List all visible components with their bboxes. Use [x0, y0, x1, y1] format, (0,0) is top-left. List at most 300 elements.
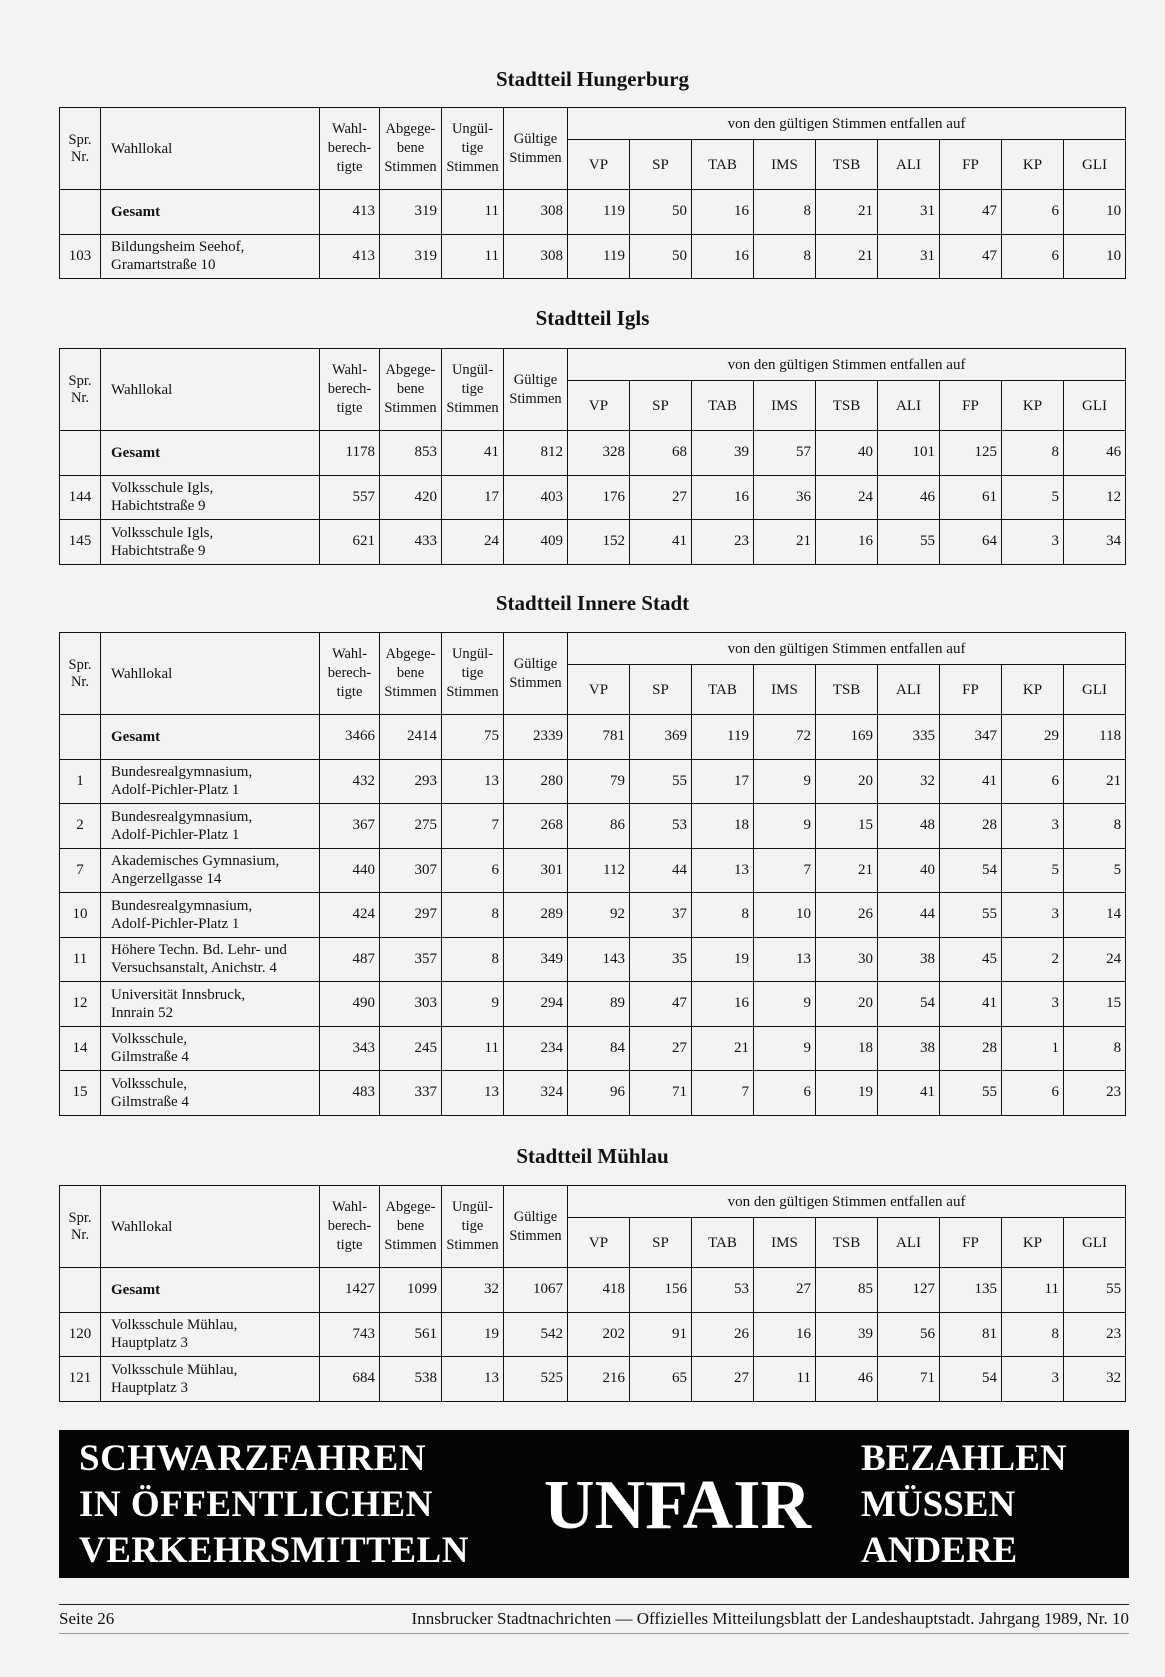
- row-value: 16: [692, 190, 754, 235]
- row-value: 89: [568, 982, 630, 1027]
- row-value: 6: [1002, 190, 1064, 235]
- row-value: 31: [878, 190, 940, 235]
- row-value: 125: [940, 431, 1002, 476]
- row-value: 424: [320, 893, 380, 938]
- header-spr-label: Spr. Nr.: [68, 1209, 92, 1243]
- row-value: 347: [940, 715, 1002, 760]
- header-party-tsb: TSB: [816, 1218, 878, 1268]
- header-party-tab: TAB: [692, 665, 754, 715]
- header-line: Stimmen: [446, 400, 499, 416]
- row-value: 75: [442, 715, 504, 760]
- header-abgegebene: [380, 349, 442, 431]
- row-number: 144: [60, 475, 101, 520]
- header-abgegebene: [380, 108, 442, 190]
- header-group: von den gültigen Stimmen entfallen auf: [568, 1186, 1126, 1218]
- row-value: 24: [1064, 937, 1126, 982]
- row-value: 41: [940, 982, 1002, 1027]
- banner-right-text: [861, 1436, 1067, 1574]
- header-party-sp: SP: [630, 381, 692, 431]
- row-value: 86: [568, 804, 630, 849]
- header-gueltige: [504, 633, 568, 715]
- row-value: 8: [442, 893, 504, 938]
- table-row: [60, 1357, 1126, 1402]
- row-value: 48: [878, 804, 940, 849]
- header-party-tsb: TSB: [816, 665, 878, 715]
- row-value: 32: [1064, 1357, 1126, 1402]
- header-spr-label: Spr. Nr.: [68, 131, 92, 165]
- row-value: 538: [380, 1357, 442, 1402]
- row-value: 44: [630, 848, 692, 893]
- row-value: 245: [380, 1026, 442, 1071]
- row-value: 46: [1064, 431, 1126, 476]
- location-line: Angerzellgasse 14: [111, 871, 222, 888]
- row-value: 152: [568, 520, 630, 565]
- row-location: [101, 982, 320, 1027]
- row-value: 21: [816, 848, 878, 893]
- row-value: 743: [320, 1312, 380, 1357]
- header-line: Ungül-: [451, 121, 494, 137]
- header-line: tigte: [336, 684, 363, 700]
- row-location: [101, 715, 320, 760]
- row-value: 21: [1064, 759, 1126, 804]
- header-line: Ungül-: [451, 362, 494, 378]
- page-number: Seite 26: [59, 1609, 115, 1628]
- row-value: 38: [878, 937, 940, 982]
- row-location: [101, 475, 320, 520]
- row-value: 53: [692, 1268, 754, 1313]
- footer-rule-bottom: [59, 1633, 1129, 1634]
- row-value: 413: [320, 190, 380, 235]
- header-party-gli: GLI: [1064, 665, 1126, 715]
- row-value: 349: [504, 937, 568, 982]
- row-value: 367: [320, 804, 380, 849]
- header-line: Ungül-: [451, 646, 494, 662]
- row-number: 12: [60, 982, 101, 1027]
- row-value: 13: [442, 1357, 504, 1402]
- row-value: 16: [692, 475, 754, 520]
- row-location: [101, 848, 320, 893]
- banner-line: BEZAHLEN: [861, 1438, 1067, 1479]
- location-line: Höhere Techn. Bd. Lehr- und: [111, 942, 287, 959]
- row-value: 10: [1064, 234, 1126, 279]
- row-value: 38: [878, 1026, 940, 1071]
- row-value: 621: [320, 520, 380, 565]
- row-value: 18: [816, 1026, 878, 1071]
- header-group: von den gültigen Stimmen entfallen auf: [568, 349, 1126, 381]
- row-value: 432: [320, 759, 380, 804]
- row-number: 120: [60, 1312, 101, 1357]
- row-value: 413: [320, 234, 380, 279]
- table-row: [60, 937, 1126, 982]
- row-value: 9: [754, 759, 816, 804]
- row-value: 61: [940, 475, 1002, 520]
- row-value: 319: [380, 190, 442, 235]
- row-value: 85: [816, 1268, 878, 1313]
- location-line: Volksschule Igls,: [111, 480, 214, 497]
- location-line: Adolf-Pichler-Platz 1: [111, 826, 240, 843]
- row-value: 17: [692, 759, 754, 804]
- location-line: Gesamt: [111, 203, 161, 220]
- row-value: 1067: [504, 1268, 568, 1313]
- row-number: 10: [60, 893, 101, 938]
- row-value: 9: [442, 982, 504, 1027]
- table-row: [60, 475, 1126, 520]
- row-value: 13: [442, 759, 504, 804]
- row-value: 55: [878, 520, 940, 565]
- row-value: 8: [692, 893, 754, 938]
- header-line: Stimmen: [446, 1237, 499, 1253]
- row-location: [101, 1071, 320, 1116]
- header-gueltige: [504, 349, 568, 431]
- row-value: 280: [504, 759, 568, 804]
- row-value: 5: [1002, 848, 1064, 893]
- location-line: Gesamt: [111, 728, 161, 745]
- header-party-ims: IMS: [754, 140, 816, 190]
- header-wahlberechtigte: [320, 1186, 380, 1268]
- header-line: Abgege-: [385, 1199, 436, 1215]
- header-party-ims: IMS: [754, 1218, 816, 1268]
- row-value: 27: [630, 1026, 692, 1071]
- row-value: 2: [1002, 937, 1064, 982]
- row-value: 143: [568, 937, 630, 982]
- row-number: [60, 1268, 101, 1313]
- header-line: Abgege-: [385, 362, 436, 378]
- row-value: 542: [504, 1312, 568, 1357]
- header-line: Abgege-: [385, 121, 436, 137]
- header-line: Stimmen: [446, 159, 499, 175]
- row-value: 54: [878, 982, 940, 1027]
- row-value: 28: [940, 1026, 1002, 1071]
- row-value: 65: [630, 1357, 692, 1402]
- row-value: 557: [320, 475, 380, 520]
- row-value: 308: [504, 234, 568, 279]
- row-location: [101, 1312, 320, 1357]
- row-value: 202: [568, 1312, 630, 1357]
- row-value: 9: [754, 1026, 816, 1071]
- location-line: Bundesrealgymnasium,: [111, 897, 253, 914]
- row-location: [101, 804, 320, 849]
- row-value: 11: [754, 1357, 816, 1402]
- header-spr: [60, 1186, 101, 1268]
- row-value: 15: [1064, 982, 1126, 1027]
- header-line: Stimmen: [384, 159, 437, 175]
- header-line: bene: [396, 381, 425, 397]
- location-line: Innrain 52: [111, 1004, 174, 1021]
- header-party-kp: KP: [1002, 1218, 1064, 1268]
- header-party-vp: VP: [568, 665, 630, 715]
- row-value: 11: [442, 234, 504, 279]
- row-value: 11: [442, 190, 504, 235]
- row-value: 7: [442, 804, 504, 849]
- header-line: Wahl-: [331, 646, 368, 662]
- row-value: 307: [380, 848, 442, 893]
- row-number: 15: [60, 1071, 101, 1116]
- row-value: 16: [816, 520, 878, 565]
- row-value: 46: [878, 475, 940, 520]
- row-value: 324: [504, 1071, 568, 1116]
- row-value: 297: [380, 893, 442, 938]
- row-value: 268: [504, 804, 568, 849]
- row-number: 103: [60, 234, 101, 279]
- row-value: 12: [1064, 475, 1126, 520]
- row-value: 68: [630, 431, 692, 476]
- row-value: 3: [1002, 1357, 1064, 1402]
- banner-line: VERKEHRSMITTELN: [79, 1530, 469, 1571]
- row-value: 403: [504, 475, 568, 520]
- header-party-tab: TAB: [692, 140, 754, 190]
- row-value: 169: [816, 715, 878, 760]
- location-line: Hauptplatz 3: [111, 1335, 189, 1352]
- location-line: Habichtstraße 9: [111, 542, 206, 559]
- table-row: [60, 982, 1126, 1027]
- header-line: tigte: [336, 1237, 363, 1253]
- header-line: tige: [461, 381, 484, 397]
- location-line: Volksschule,: [111, 1031, 187, 1048]
- banner-line: IN ÖFFENTLICHEN: [79, 1484, 433, 1525]
- row-value: 40: [878, 848, 940, 893]
- header-line: berech-: [327, 665, 372, 681]
- row-value: 853: [380, 431, 442, 476]
- row-value: 39: [816, 1312, 878, 1357]
- row-value: 127: [878, 1268, 940, 1313]
- row-value: 6: [1002, 1071, 1064, 1116]
- location-line: Universität Innsbruck,: [111, 986, 246, 1003]
- header-party-ali: ALI: [878, 381, 940, 431]
- row-value: 23: [1064, 1071, 1126, 1116]
- row-location: [101, 1357, 320, 1402]
- row-value: 27: [754, 1268, 816, 1313]
- row-value: 71: [630, 1071, 692, 1116]
- row-value: 19: [692, 937, 754, 982]
- row-number: 145: [60, 520, 101, 565]
- header-line: bene: [396, 1218, 425, 1234]
- row-value: 55: [630, 759, 692, 804]
- section-title: Stadtteil Hungerburg: [495, 67, 690, 91]
- row-number: 121: [60, 1357, 101, 1402]
- row-value: 301: [504, 848, 568, 893]
- header-line: Stimmen: [384, 1237, 437, 1253]
- row-value: 47: [940, 234, 1002, 279]
- row-value: 54: [940, 848, 1002, 893]
- row-value: 13: [692, 848, 754, 893]
- row-value: 72: [754, 715, 816, 760]
- header-line: Stimmen: [509, 149, 562, 166]
- row-value: 21: [754, 520, 816, 565]
- location-line: Volksschule Mühlau,: [111, 1361, 238, 1378]
- row-value: 3: [1002, 982, 1064, 1027]
- row-value: 8: [442, 937, 504, 982]
- header-wahllokal: Wahllokal: [101, 633, 320, 715]
- header-ungueltige: [442, 108, 504, 190]
- row-value: 57: [754, 431, 816, 476]
- row-location: [101, 1268, 320, 1313]
- location-line: Bundesrealgymnasium,: [111, 808, 253, 825]
- location-line: Hauptplatz 3: [111, 1379, 189, 1396]
- row-value: 684: [320, 1357, 380, 1402]
- row-value: 47: [940, 190, 1002, 235]
- location-line: Gilmstraße 4: [111, 1093, 189, 1110]
- header-party-sp: SP: [630, 1218, 692, 1268]
- header-line: Gültige: [513, 130, 558, 147]
- advertisement-banner: [59, 1430, 1129, 1578]
- row-number: [60, 190, 101, 235]
- row-value: 91: [630, 1312, 692, 1357]
- row-value: 156: [630, 1268, 692, 1313]
- row-value: 234: [504, 1026, 568, 1071]
- row-value: 119: [568, 234, 630, 279]
- row-value: 28: [940, 804, 1002, 849]
- header-ungueltige: [442, 349, 504, 431]
- section-title: Stadtteil Innere Stadt: [495, 591, 690, 615]
- row-value: 41: [442, 431, 504, 476]
- row-value: 16: [692, 982, 754, 1027]
- header-party-vp: VP: [568, 381, 630, 431]
- row-value: 19: [442, 1312, 504, 1357]
- banner-line: SCHWARZFAHREN: [79, 1438, 427, 1479]
- row-value: 293: [380, 759, 442, 804]
- header-line: bene: [396, 140, 425, 156]
- location-line: Volksschule Mühlau,: [111, 1317, 238, 1334]
- header-gueltige: [504, 1186, 568, 1268]
- row-value: 7: [692, 1071, 754, 1116]
- row-value: 14: [1064, 893, 1126, 938]
- row-value: 23: [692, 520, 754, 565]
- table-row: [60, 804, 1126, 849]
- row-value: 13: [754, 937, 816, 982]
- table-row: [60, 431, 1126, 476]
- row-value: 32: [442, 1268, 504, 1313]
- location-line: Gilmstraße 4: [111, 1049, 189, 1066]
- header-party-sp: SP: [630, 665, 692, 715]
- header-spr: [60, 108, 101, 190]
- location-line: Gramartstraße 10: [111, 257, 216, 274]
- row-value: 36: [754, 475, 816, 520]
- row-value: 23: [1064, 1312, 1126, 1357]
- header-line: berech-: [327, 1218, 372, 1234]
- row-value: 6: [1002, 234, 1064, 279]
- header-gueltige: [504, 108, 568, 190]
- header-line: Wahl-: [331, 121, 368, 137]
- row-value: 30: [816, 937, 878, 982]
- header-line: Wahl-: [331, 362, 368, 378]
- row-value: 32: [878, 759, 940, 804]
- header-party-tsb: TSB: [816, 140, 878, 190]
- row-value: 21: [816, 190, 878, 235]
- header-abgegebene: [380, 633, 442, 715]
- row-value: 3: [1002, 520, 1064, 565]
- header-party-gli: GLI: [1064, 140, 1126, 190]
- header-party-vp: VP: [568, 1218, 630, 1268]
- row-value: 41: [630, 520, 692, 565]
- row-value: 812: [504, 431, 568, 476]
- header-abgegebene: [380, 1186, 442, 1268]
- header-line: Abgege-: [385, 646, 436, 662]
- table-row: [60, 893, 1126, 938]
- row-value: 34: [1064, 520, 1126, 565]
- header-line: tige: [461, 1218, 484, 1234]
- header-party-kp: KP: [1002, 381, 1064, 431]
- header-group: von den gültigen Stimmen entfallen auf: [568, 108, 1126, 140]
- row-value: 29: [1002, 715, 1064, 760]
- footer-rule: [59, 1604, 1129, 1605]
- row-value: 1178: [320, 431, 380, 476]
- banner-left-text: [79, 1436, 469, 1574]
- row-value: 6: [1002, 759, 1064, 804]
- row-value: 27: [630, 475, 692, 520]
- header-line: tige: [461, 140, 484, 156]
- row-value: 357: [380, 937, 442, 982]
- header-line: Wahl-: [331, 1199, 368, 1215]
- row-value: 79: [568, 759, 630, 804]
- header-spr-label: Spr. Nr.: [68, 372, 92, 406]
- row-location: [101, 893, 320, 938]
- row-value: 26: [816, 893, 878, 938]
- row-value: 337: [380, 1071, 442, 1116]
- row-value: 9: [754, 804, 816, 849]
- location-line: Volksschule,: [111, 1075, 187, 1092]
- row-value: 483: [320, 1071, 380, 1116]
- row-value: 17: [442, 475, 504, 520]
- header-line: bene: [396, 665, 425, 681]
- row-value: 64: [940, 520, 1002, 565]
- header-party-ali: ALI: [878, 140, 940, 190]
- publication-line: Innsbrucker Stadtnachrichten — Offizielles Mitteilungsblatt der Landeshauptstadt. Jahrgang 1989, Nr. 10: [411, 1609, 1129, 1628]
- location-line: Habichtstraße 9: [111, 498, 206, 515]
- row-value: 81: [940, 1312, 1002, 1357]
- row-value: 1099: [380, 1268, 442, 1313]
- header-line: Stimmen: [446, 684, 499, 700]
- header-line: Stimmen: [509, 390, 562, 407]
- row-value: 2339: [504, 715, 568, 760]
- row-value: 420: [380, 475, 442, 520]
- row-value: 781: [568, 715, 630, 760]
- row-value: 11: [1002, 1268, 1064, 1313]
- row-value: 13: [442, 1071, 504, 1116]
- row-value: 55: [940, 893, 1002, 938]
- row-value: 50: [630, 190, 692, 235]
- header-wahllokal: Wahllokal: [101, 108, 320, 190]
- row-value: 335: [878, 715, 940, 760]
- header-party-gli: GLI: [1064, 1218, 1126, 1268]
- banner-line: MÜSSEN: [861, 1484, 1016, 1525]
- table-row: [60, 190, 1126, 235]
- row-value: 433: [380, 520, 442, 565]
- table-row: [60, 520, 1126, 565]
- row-value: 303: [380, 982, 442, 1027]
- header-ungueltige: [442, 633, 504, 715]
- row-value: 289: [504, 893, 568, 938]
- row-number: [60, 431, 101, 476]
- header-line: Gültige: [513, 1208, 558, 1225]
- row-value: 135: [940, 1268, 1002, 1313]
- row-number: 2: [60, 804, 101, 849]
- row-value: 16: [692, 234, 754, 279]
- row-number: 14: [60, 1026, 101, 1071]
- row-value: 35: [630, 937, 692, 982]
- header-party-kp: KP: [1002, 140, 1064, 190]
- header-line: berech-: [327, 381, 372, 397]
- header-party-fp: FP: [940, 1218, 1002, 1268]
- results-table: [59, 348, 1126, 565]
- row-value: 2414: [380, 715, 442, 760]
- row-value: 20: [816, 759, 878, 804]
- location-line: Bundesrealgymnasium,: [111, 764, 253, 781]
- table-row: [60, 759, 1126, 804]
- header-spr: [60, 349, 101, 431]
- results-table: [59, 632, 1126, 1116]
- header-party-gli: GLI: [1064, 381, 1126, 431]
- row-value: 40: [816, 431, 878, 476]
